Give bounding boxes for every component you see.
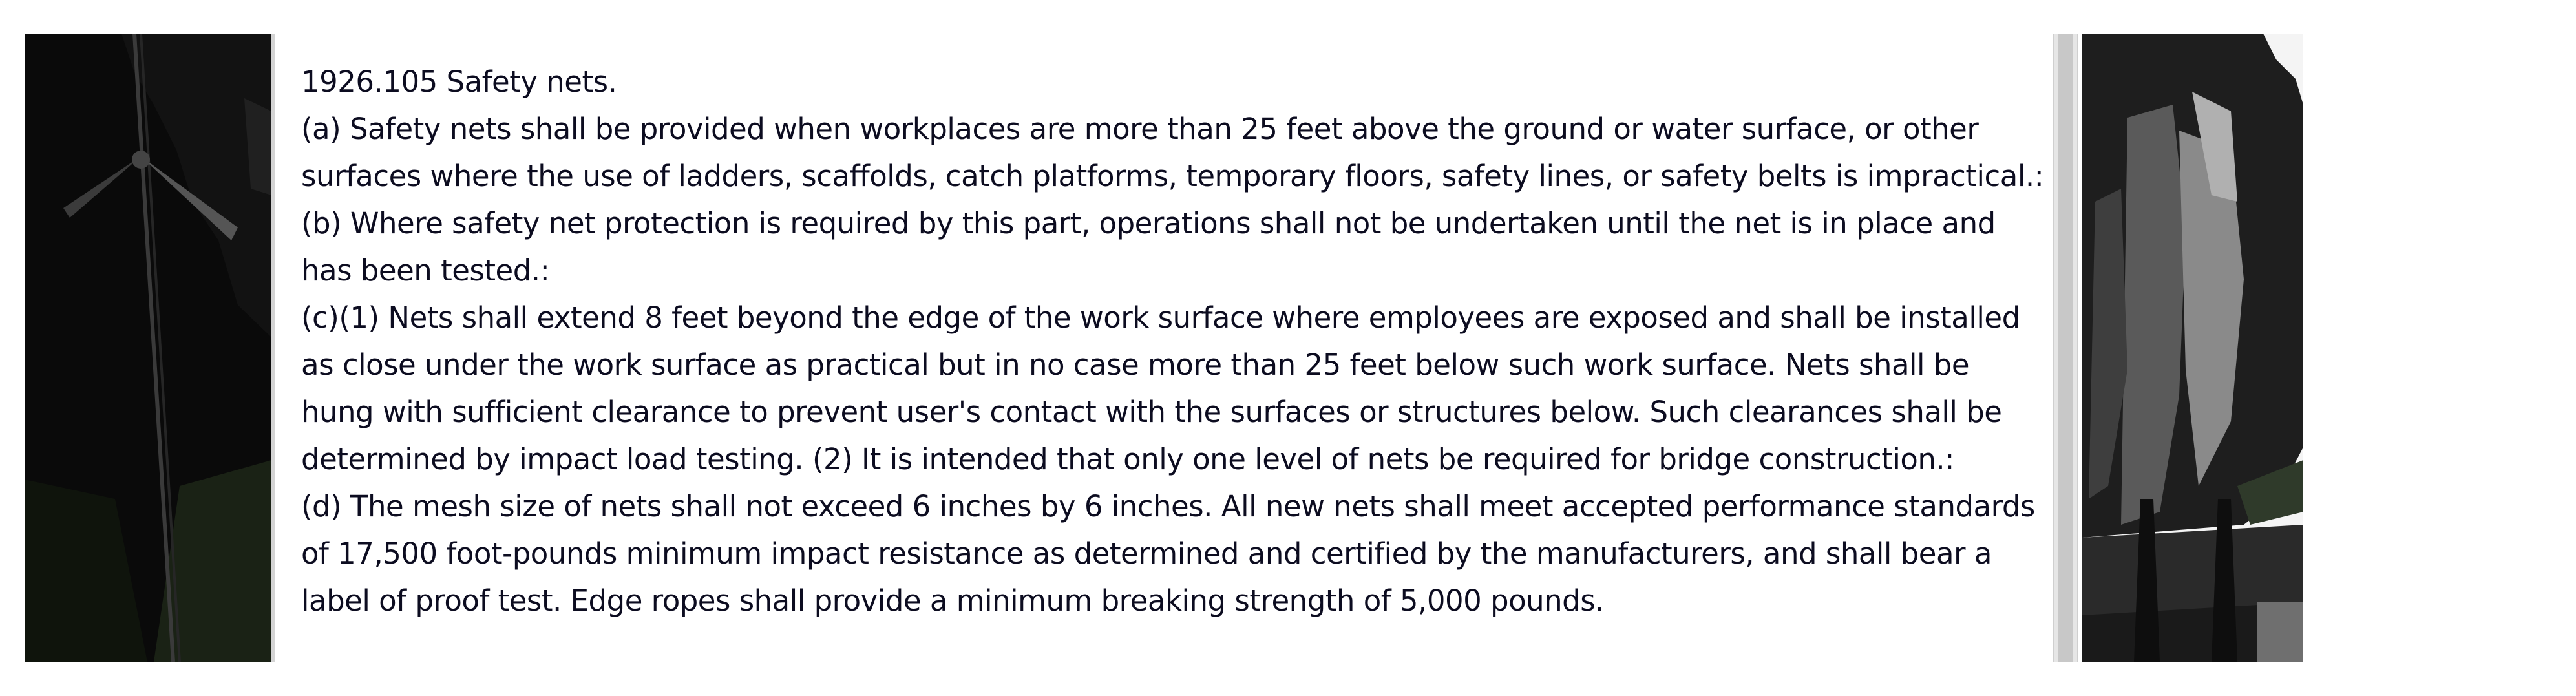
text-line: label of proof test. Edge ropes shall provide a minimum breaking strength of 5,000 pounds. [301,584,1604,618]
text-line: surfaces where the use of ladders, scaffolds, catch platforms, temporary floors, safety lines, or safety belts is impractical.: [301,159,2044,193]
safety-nets-regulation-text[interactable] [301,58,2044,624]
grayscale-trees-scene-image [2082,34,2303,662]
text-line: hung with sufficient clearance to prevent user's contact with the surfaces or structures below. Such clearances shall be [301,395,2002,429]
scrollbar-thumb[interactable] [2058,34,2073,662]
text-line: of 17,500 foot-pounds minimum impact resistance as determined and certified by the manufacturers, and shall bear a [301,536,1992,571]
text-line: (c)(1) Nets shall extend 8 feet beyond the edge of the work surface where employees are exposed and shall be installed [301,301,2020,335]
right-scene-image [2082,34,2303,662]
text-line: (d) The mesh size of nets shall not exceed 6 inches by 6 inches. All new nets shall meet accepted performance standards [301,489,2035,523]
text-line: (b) Where safety net protection is required by this part, operations shall not be undertaken until the net is in place and [301,206,1996,240]
text-line: as close under the work surface as practical but in no case more than 25 feet below such work surface. Nets shall be [301,348,1970,382]
left-scene-image [25,34,271,662]
text-line: has been tested.: [301,253,550,288]
document-title: 1926.105 Safety nets. [301,65,617,99]
dark-silhouette-scene-image [25,34,271,662]
text-line: (a) Safety nets shall be provided when workplaces are more than 25 feet above the ground or water surface, or other [301,112,1979,146]
text-document-panel[interactable] [271,34,2056,662]
text-line: determined by impact load testing. (2) It is intended that only one level of nets be required for bridge construction.: [301,442,1954,476]
vertical-scrollbar[interactable] [2053,34,2078,662]
